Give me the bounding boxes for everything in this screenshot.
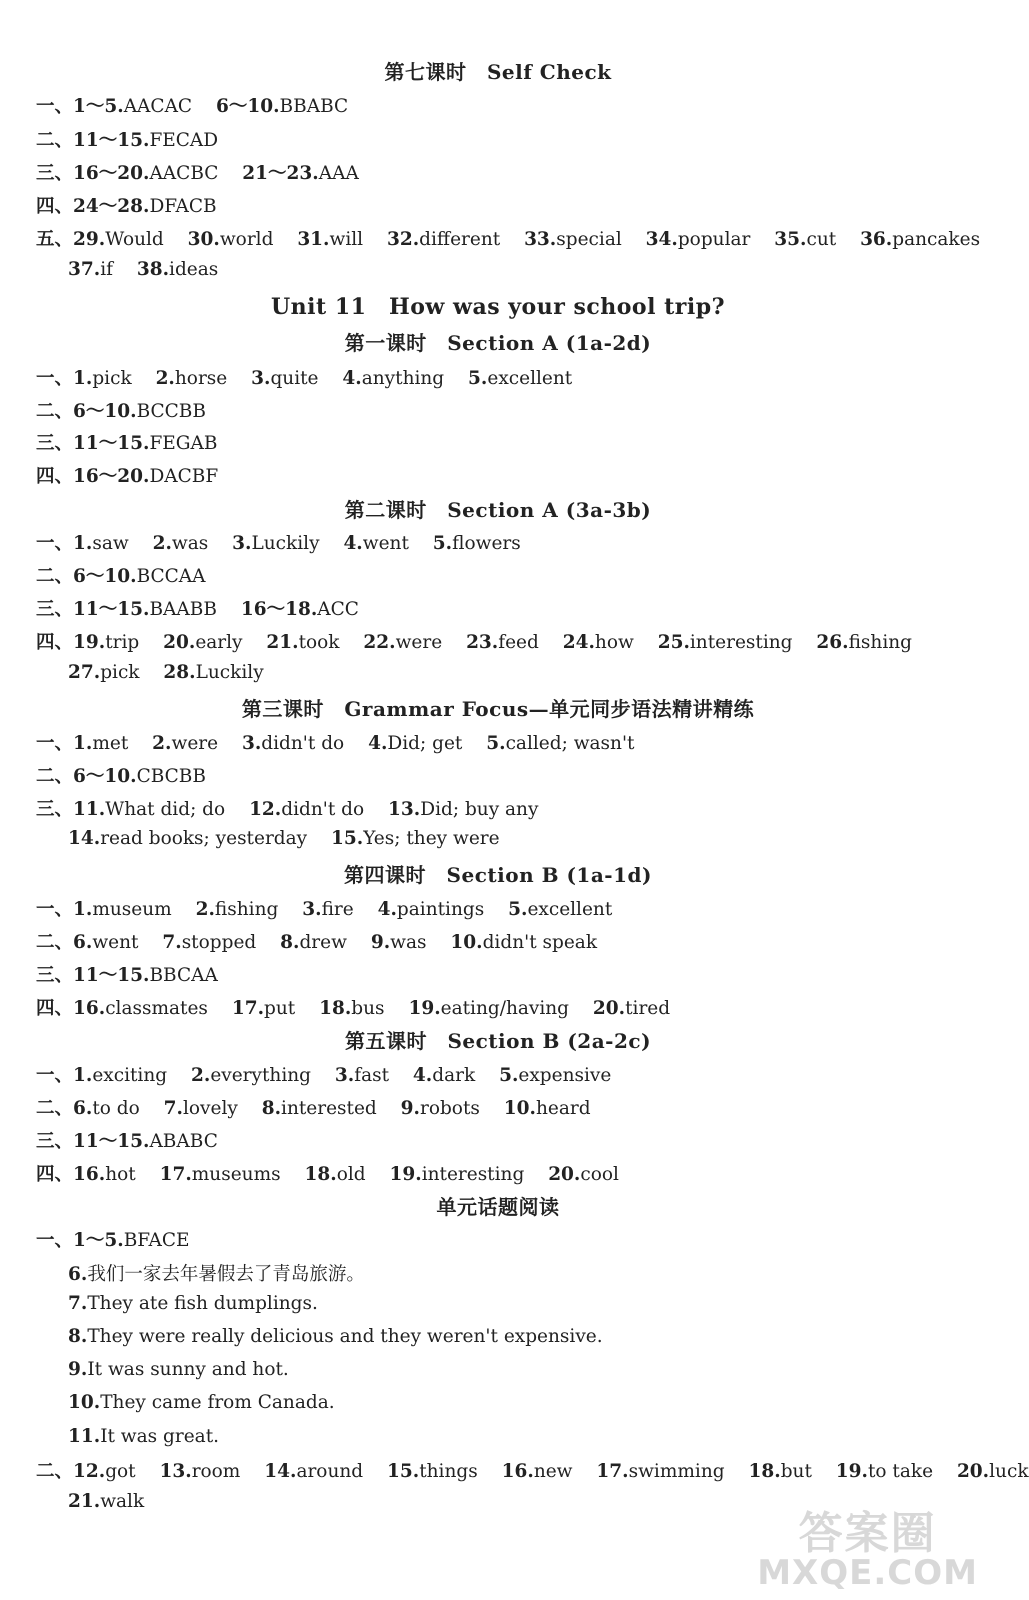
answer-item: 24.how	[562, 632, 634, 653]
answer-item: 7.They ate fish dumplings.	[68, 1293, 318, 1314]
answer-line	[36, 1094, 591, 1120]
answer-line	[36, 159, 359, 185]
answer-item: 4.anything	[342, 368, 445, 389]
answer-item: 14.read books; yesterday	[68, 828, 308, 849]
answer-item: 二、6.went	[36, 932, 139, 953]
answer-item: 一、1.museum	[36, 899, 172, 920]
answer-item: 3.Luckily	[232, 533, 320, 554]
answer-line	[36, 397, 206, 423]
answer-item: 二、6.to do	[36, 1098, 140, 1119]
answer-item: 4.dark	[412, 1065, 476, 1086]
answer-item: 11.It was great.	[68, 1426, 220, 1447]
answer-item: 8.drew	[280, 932, 347, 953]
answer-line	[36, 192, 217, 218]
answer-item: 6～10.BBABC	[215, 96, 349, 117]
answer-item: 10.They came from Canada.	[68, 1392, 335, 1413]
answer-line	[36, 729, 634, 755]
answer-item: 13.Did; buy any	[388, 799, 539, 820]
answer-item: 21.took	[266, 632, 340, 653]
answer-line	[36, 1457, 1029, 1483]
answer-item: 二、6～10.CBCBB	[36, 766, 207, 787]
answer-item: 4.paintings	[377, 899, 485, 920]
answer-item: 10.heard	[503, 1098, 591, 1119]
section-title-lesson2: 第二课时 Section A (3a-3b)	[344, 498, 652, 522]
answer-line	[36, 225, 980, 251]
answer-item: 19.eating/having	[408, 998, 570, 1019]
answer-item: 12.didn't do	[249, 799, 365, 820]
answer-item: 17.museums	[159, 1164, 281, 1185]
answer-item: 四、16～20.DACBF	[36, 466, 219, 487]
answer-item: 37.if	[68, 259, 113, 280]
answer-line	[36, 562, 206, 588]
answer-item: 6.我们一家去年暑假去了青岛旅游。	[68, 1264, 365, 1285]
answer-line	[36, 795, 538, 821]
answer-item: 28.Luckily	[163, 662, 264, 683]
answer-line	[68, 1260, 365, 1286]
answer-item: 19.interesting	[389, 1164, 525, 1185]
answer-item: 二、11～15.FECAD	[36, 130, 219, 151]
section-title-lesson5: 第五课时 Section B (2a-2c)	[344, 1029, 652, 1053]
answer-line	[36, 928, 597, 954]
answer-item: 20.tired	[592, 998, 671, 1019]
answer-line	[68, 1392, 335, 1413]
answer-item: 三、11.What did; do	[36, 799, 226, 820]
answer-item: 5.flowers	[432, 533, 521, 554]
answer-item: 5.excellent	[508, 899, 613, 920]
answer-item: 33.special	[524, 229, 622, 250]
answer-item: 21～23.AAA	[242, 163, 359, 184]
answer-item: 一、1.met	[36, 733, 129, 754]
answer-line	[68, 1426, 219, 1447]
answer-item: 7.lovely	[163, 1098, 238, 1119]
answer-item: 一、1.saw	[36, 533, 129, 554]
answer-line	[36, 762, 206, 788]
answer-item: 一、1.pick	[36, 368, 132, 389]
answer-item: 4.Did; get	[368, 733, 463, 754]
answer-line	[36, 895, 612, 921]
watermark-en: MXQE.COM	[757, 1553, 978, 1593]
answer-line	[36, 595, 359, 621]
answer-item: 17.swimming	[596, 1461, 725, 1482]
answer-item: 8.They were really delicious and they weren't expensive.	[68, 1326, 603, 1347]
answer-line	[68, 662, 264, 683]
answer-item: 35.cut	[774, 229, 837, 250]
answer-item: 20.early	[163, 632, 243, 653]
answer-item: 17.put	[231, 998, 296, 1019]
answer-item: 5.excellent	[468, 368, 573, 389]
answer-line	[36, 92, 348, 118]
answer-line	[36, 1127, 218, 1153]
answer-item: 18.old	[304, 1164, 366, 1185]
answer-item: 25.interesting	[657, 632, 793, 653]
answer-item: 四、16.hot	[36, 1164, 136, 1185]
answer-item: 四、24～28.DFACB	[36, 196, 217, 217]
answer-item: 三、11～15.FEGAB	[36, 433, 218, 454]
answer-item: 2.were	[152, 733, 219, 754]
answer-item: 2.fishing	[195, 899, 279, 920]
answer-item: 3.quite	[251, 368, 319, 389]
answer-line	[36, 529, 521, 555]
answer-item: 五、29.Would	[36, 229, 164, 250]
answer-item: 19.to take	[835, 1461, 934, 1482]
answer-item: 三、11～15.ABABC	[36, 1131, 218, 1152]
answer-item: 21.walk	[68, 1491, 145, 1512]
answer-line	[36, 1226, 190, 1252]
answer-item: 三、11～15.BAABB	[36, 599, 217, 620]
answer-item: 22.were	[363, 632, 443, 653]
answer-item: 三、16～20.AACBC	[36, 163, 219, 184]
answer-item: 5.called; wasn't	[486, 733, 635, 754]
answer-line	[68, 1491, 144, 1512]
answer-item: 13.room	[159, 1461, 241, 1482]
answer-item: 18.but	[748, 1461, 812, 1482]
answer-item: 4.went	[343, 533, 409, 554]
section-title-lesson7: 第七课时 Self Check	[384, 60, 612, 84]
answer-item: 26.fishing	[816, 632, 913, 653]
answer-item: 2.horse	[155, 368, 228, 389]
answer-item: 9.It was sunny and hot.	[68, 1359, 289, 1380]
answer-item: 一、1～5.AACAC	[36, 96, 193, 117]
answer-item: 二、6～10.BCCAA	[36, 566, 206, 587]
answer-line	[36, 429, 218, 455]
answer-item: 23.feed	[466, 632, 539, 653]
answer-item: 一、1～5.BFACE	[36, 1230, 190, 1251]
watermark-cn: 答案圈	[798, 1508, 937, 1559]
answer-item: 四、19.trip	[36, 632, 140, 653]
answer-item: 7.stopped	[162, 932, 257, 953]
answer-item: 10.didn't speak	[450, 932, 598, 953]
answer-item: 8.interested	[261, 1098, 377, 1119]
answer-item: 16～18.ACC	[240, 599, 359, 620]
answer-item: 30.world	[187, 229, 274, 250]
answer-line	[36, 961, 218, 987]
answer-line	[36, 994, 670, 1020]
answer-item: 31.will	[297, 229, 364, 250]
answer-item: 2.was	[152, 533, 209, 554]
answer-item: 2.everything	[191, 1065, 311, 1086]
answer-item: 四、16.classmates	[36, 998, 208, 1019]
unit-title: Unit 11 How was your school trip?	[271, 294, 725, 320]
answer-item: 36.pancakes	[860, 229, 981, 250]
answer-item: 15.things	[387, 1461, 478, 1482]
answer-item: 32.different	[386, 229, 501, 250]
answer-item: 38.ideas	[136, 259, 219, 280]
answer-line	[36, 364, 572, 390]
answer-item: 18.bus	[319, 998, 385, 1019]
answer-item: 9.robots	[400, 1098, 480, 1119]
answer-line	[36, 462, 218, 488]
section-title-topic-reading: 单元话题阅读	[436, 1195, 560, 1219]
answer-item: 一、1.exciting	[36, 1065, 168, 1086]
answer-line	[68, 1326, 603, 1347]
answer-item: 20.cool	[548, 1164, 619, 1185]
answer-item: 5.expensive	[499, 1065, 612, 1086]
answer-item: 34.popular	[645, 229, 751, 250]
answer-line	[68, 828, 500, 849]
answer-item: 三、11～15.BBCAA	[36, 965, 218, 986]
section-title-lesson1: 第一课时 Section A (1a-2d)	[344, 331, 652, 355]
site-watermark	[757, 1508, 978, 1593]
answer-item: 14.around	[264, 1461, 364, 1482]
answer-item: 3.didn't do	[241, 733, 345, 754]
answer-line	[36, 126, 218, 152]
answer-item: 9.was	[370, 932, 427, 953]
answer-line	[68, 259, 218, 280]
answer-item: 15.Yes; they were	[331, 828, 500, 849]
answer-item: 二、12.got	[36, 1461, 136, 1482]
answer-item: 27.pick	[68, 662, 140, 683]
answer-item: 20.luck	[956, 1461, 1029, 1482]
answer-item: 3.fire	[302, 899, 354, 920]
answer-item: 3.fast	[334, 1065, 390, 1086]
section-title-lesson3: 第三课时 Grammar Focus—单元同步语法精讲精练	[241, 697, 755, 721]
answer-item: 二、6～10.BCCBB	[36, 401, 207, 422]
answer-line	[68, 1359, 289, 1380]
answer-line	[36, 628, 912, 654]
answer-line	[36, 1061, 611, 1087]
answer-line	[36, 1160, 619, 1186]
section-title-lesson4: 第四课时 Section B (1a-1d)	[344, 863, 652, 887]
answer-line	[68, 1293, 318, 1314]
answer-item: 16.new	[501, 1461, 573, 1482]
